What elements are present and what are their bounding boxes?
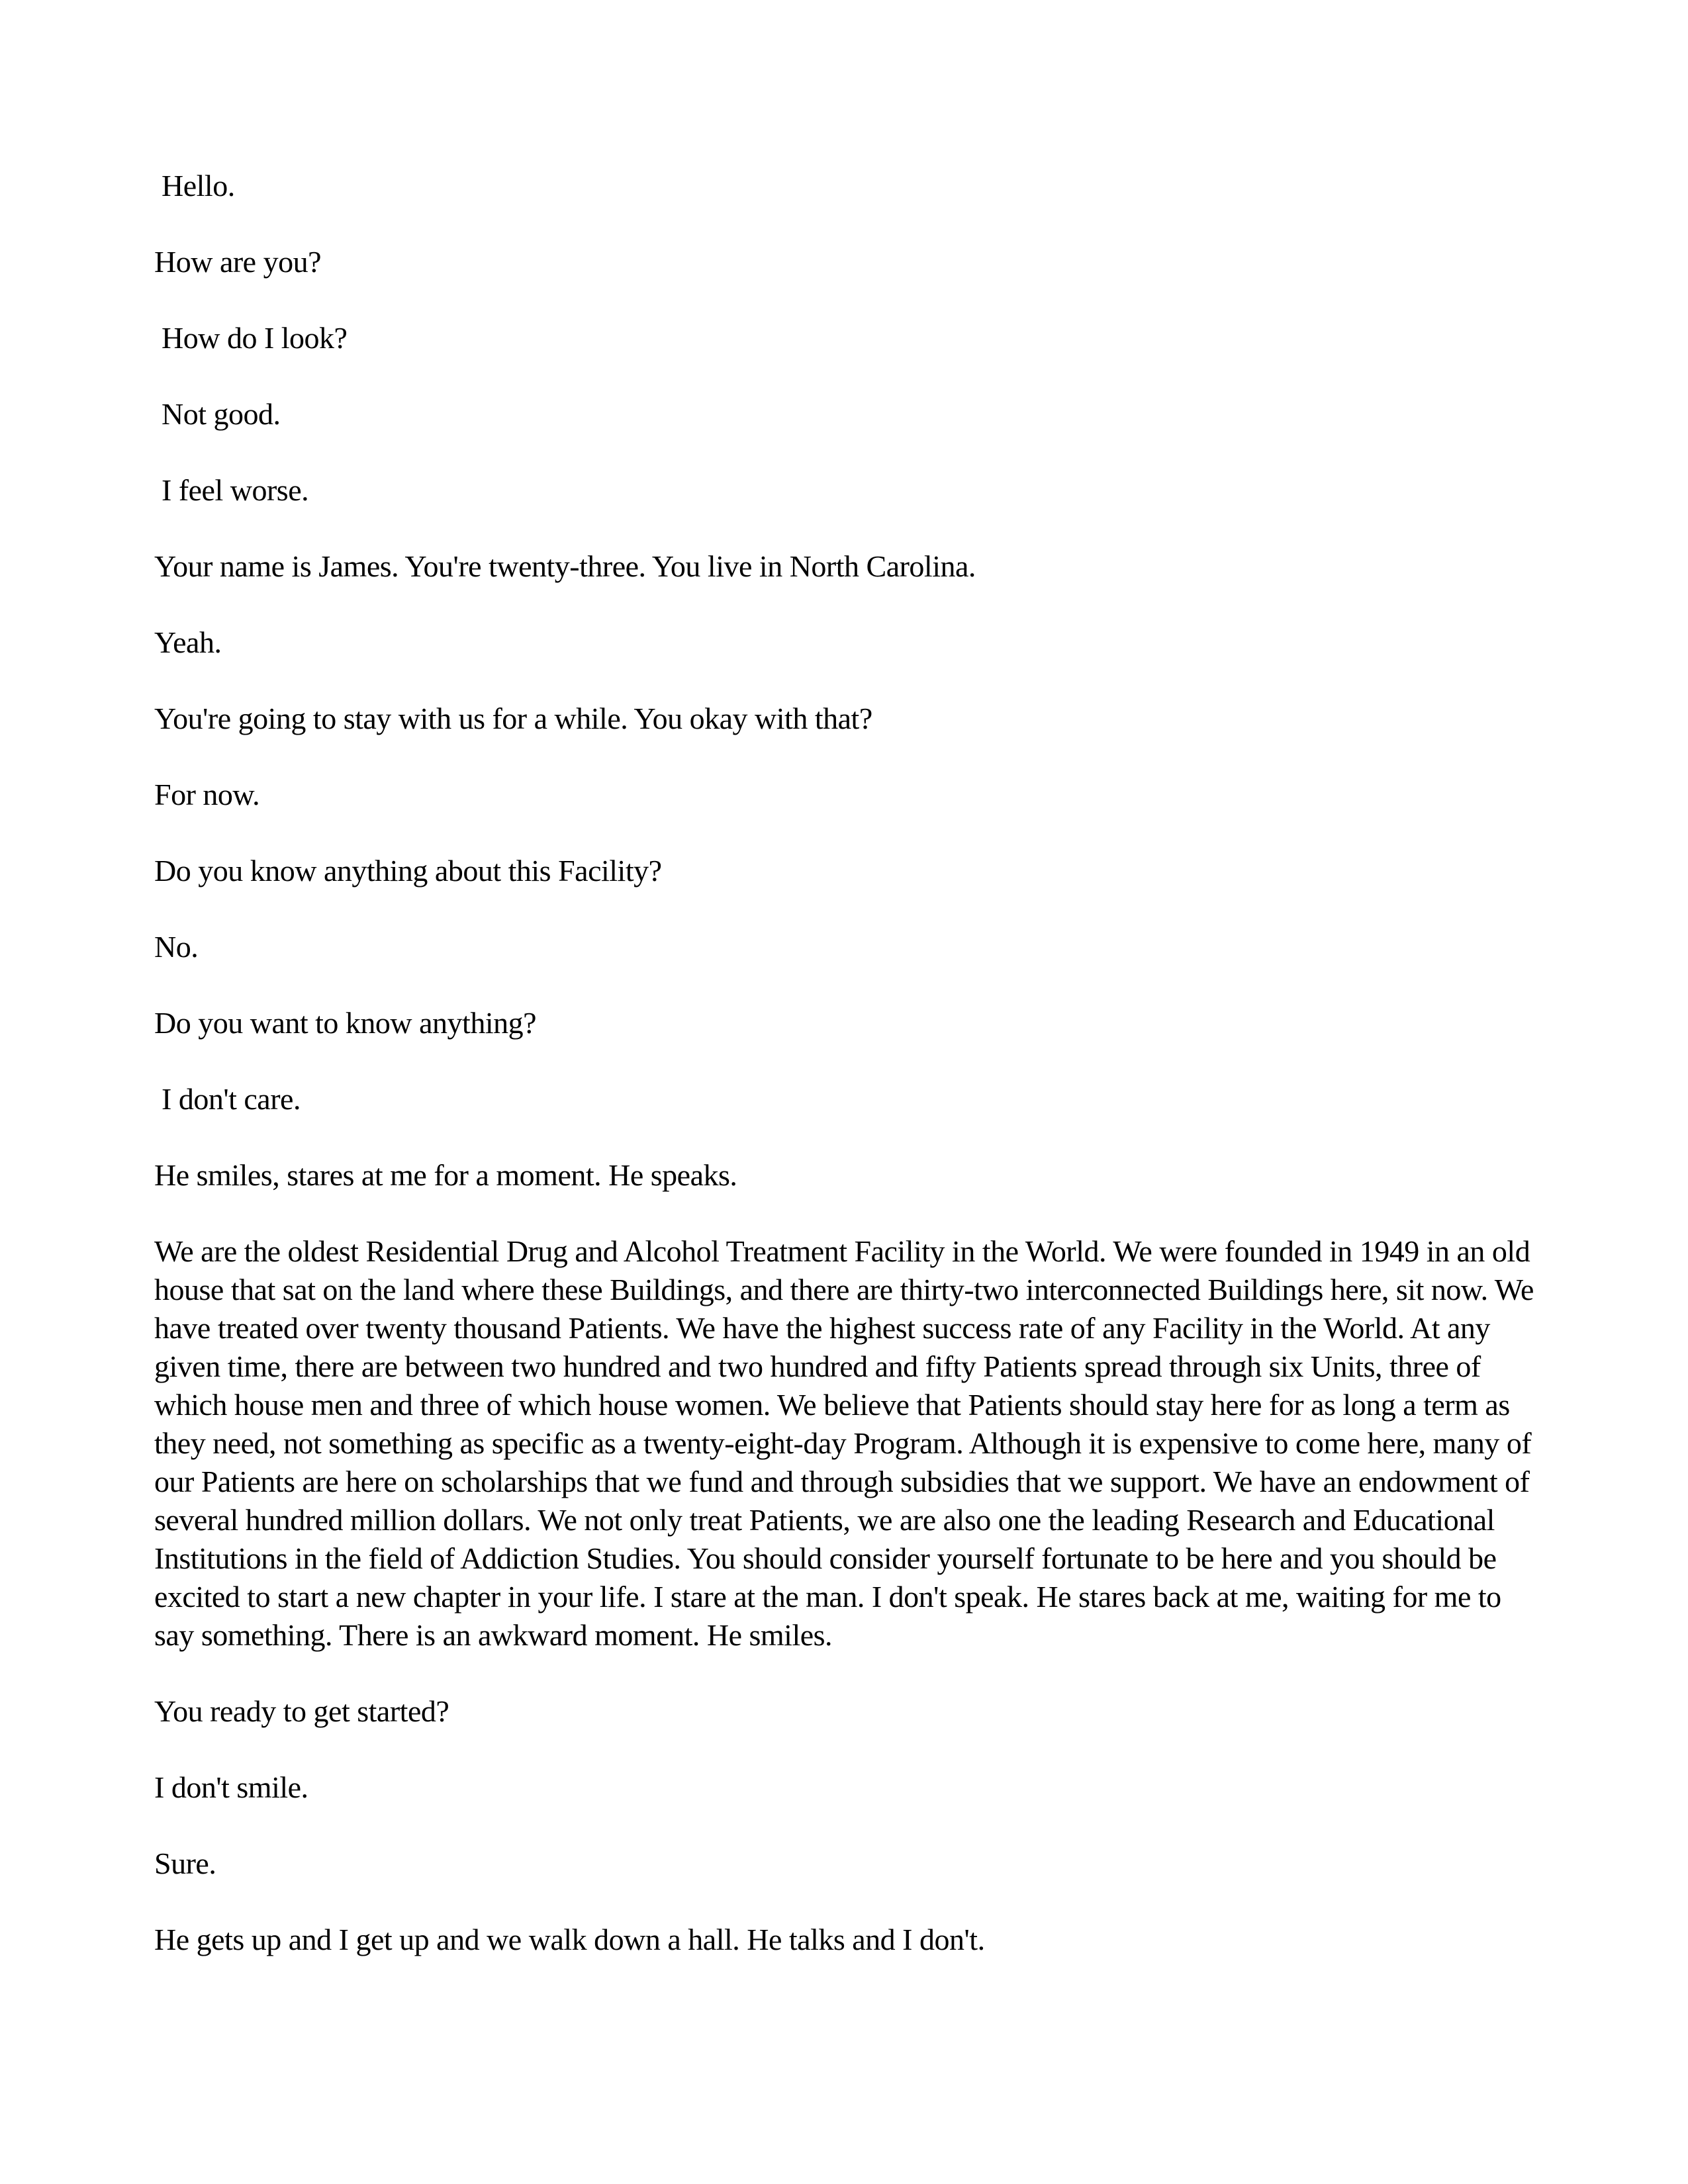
- paragraph: How do I look?: [154, 321, 348, 355]
- paragraph: You're going to stay with us for a while. You okay with that?: [154, 702, 872, 735]
- paragraph: I feel worse.: [154, 473, 309, 507]
- paragraph: Your name is James. You're twenty-three. You live in North Carolina.: [154, 549, 976, 583]
- paragraph: He gets up and I get up and we walk down a hall. He talks and I don't.: [154, 1923, 985, 1956]
- text-block: [154, 167, 1544, 1997]
- paragraph: Sure.: [154, 1846, 216, 1880]
- paragraph: He smiles, stares at me for a moment. He speaks.: [154, 1158, 737, 1192]
- paragraph: I don't smile.: [154, 1770, 308, 1804]
- paragraph: Yeah.: [154, 625, 222, 659]
- paragraph: Not good.: [154, 397, 281, 431]
- paragraph: You ready to get started?: [154, 1694, 449, 1728]
- paragraph: Hello.: [154, 169, 235, 203]
- paragraph: Do you want to know anything?: [154, 1006, 537, 1040]
- paragraph: How are you?: [154, 245, 322, 279]
- paragraph: No.: [154, 930, 199, 964]
- paragraph: Do you know anything about this Facility?: [154, 854, 662, 887]
- paragraph: For now.: [154, 778, 260, 811]
- paragraph: We are the oldest Residential Drug and Alcohol Treatment Facility in the World. We were founded in 1949 in an old house that sat on the land where these Buildings, and there are thirty-two interconnected Buildings here, sit now. We have treated over twenty thousand Patients. We have the highest success rate of any Facility in the World. At any given time, there are between two hundred and two hundred and fifty Patients spread through six Units, three of which house men and three of which house women. We believe that Patients should stay here for as long a term as they need, not something as specific as a twenty-eight-day Program. Although it is expensive to come here, many of our Patients are here on scholarships that we fund and through subsidies that we support. We have an endowment of several hundred million dollars. We not only treat Patients, we are also one the leading Research and Educational Institutions in the field of Addiction Studies. You should consider yourself fortunate to be here and you should be excited to start a new chapter in your life. I stare at the man. I don't speak. He stares back at me, waiting for me to say something. There is an awkward moment. He smiles.: [154, 1234, 1541, 1652]
- paragraph: I don't care.: [154, 1082, 301, 1116]
